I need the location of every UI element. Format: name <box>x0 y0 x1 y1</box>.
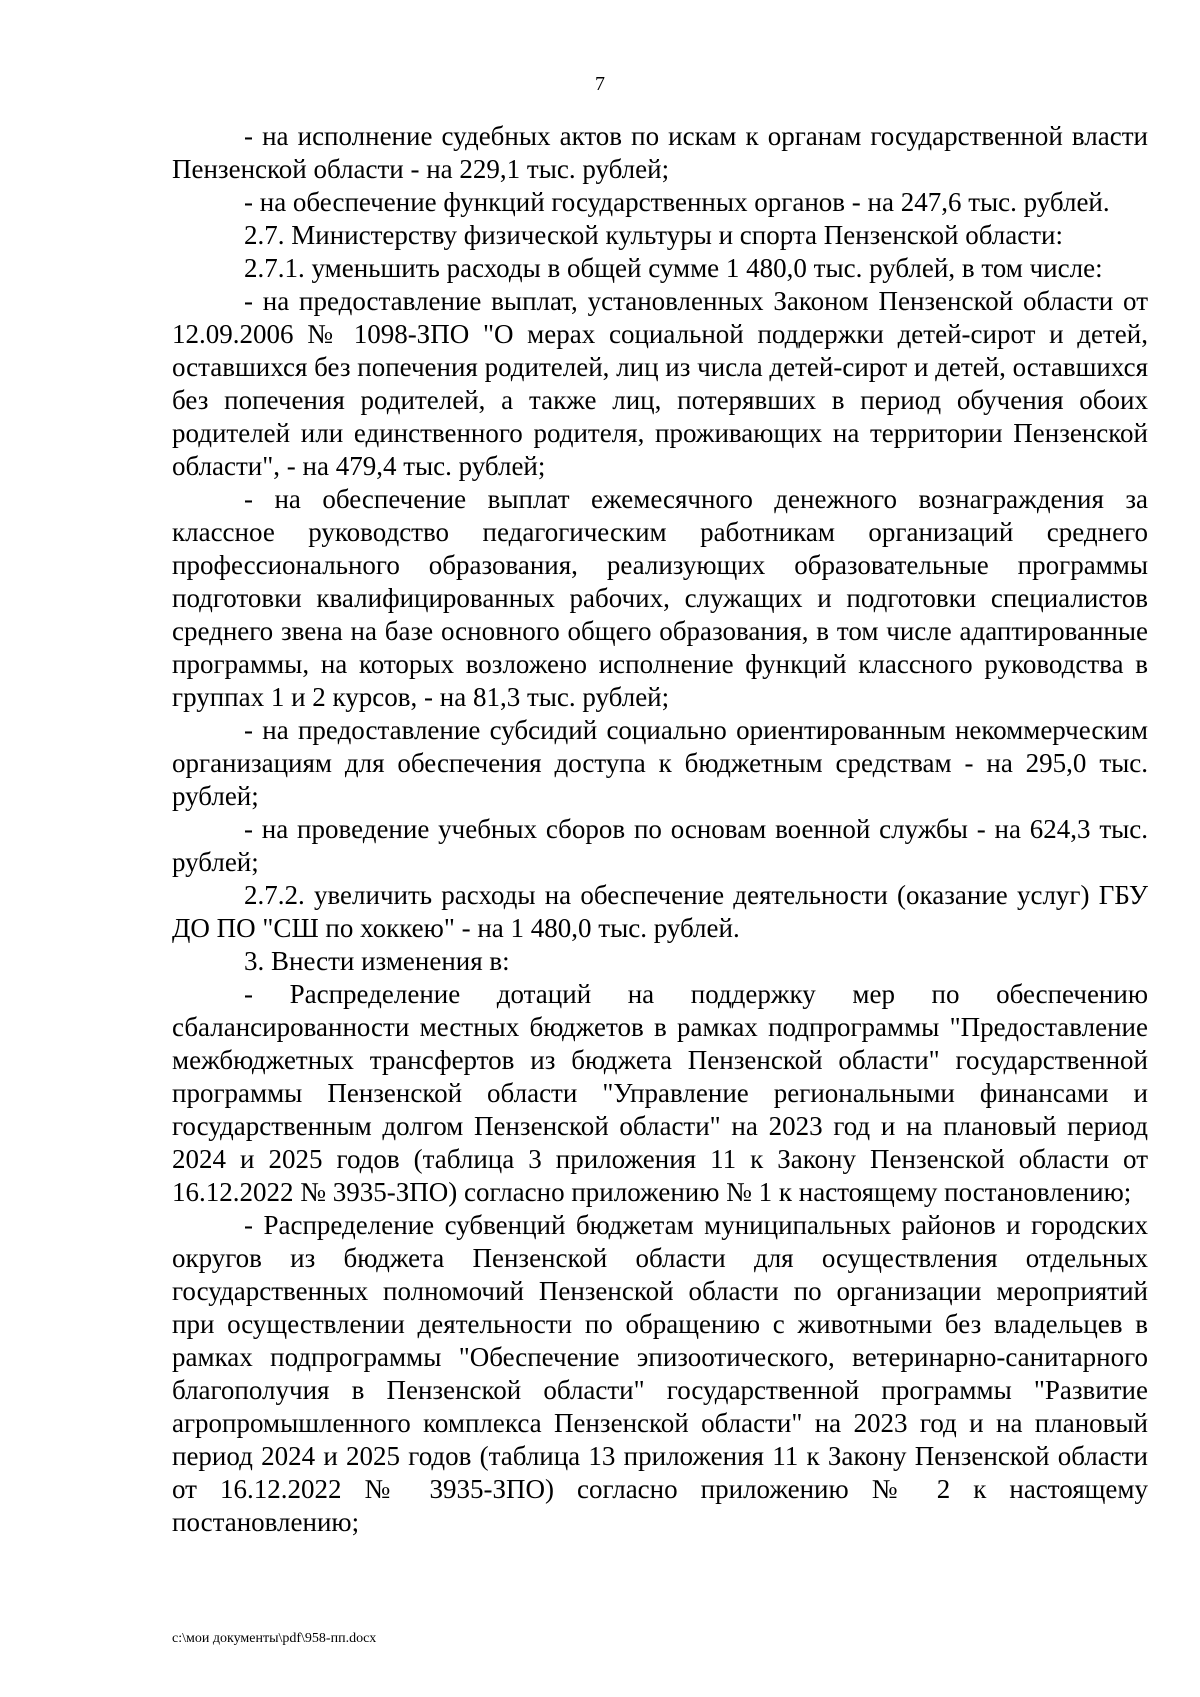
document-body <box>172 120 1148 1539</box>
paragraph-orphans-payments: - на предоставление выплат, установленных Законом Пензенской области от 12.09.2006 № 1098-ЗПО "О мерах социальной поддержки детей-сирот и детей, оставшихся без попечения родителей, лиц из числа детей-сирот и детей, оставшихся без попечения родителей, а также лиц, потерявших в период обучения обоих родителей или единственного родителя, проживающих на территории Пензенской области", - на 479,4 тыс. рублей; <box>172 286 1148 481</box>
paragraph-class-supervision: - на обеспечение выплат ежемесячного денежного вознаграждения за классное руководство педагогическим работникам организаций среднего профессионального образования, реализующих образовательные программы подготовки квалифицированных рабочих, служащих и подготовки специалистов среднего звена на базе основного общего образования, в том числе адаптированные программы, на которых возложено исполнение функций классного руководства в группах 1 и 2 курсов, - на 81,3 тыс. рублей; <box>172 484 1148 712</box>
footer-file-path: c:\мои документы\pdf\958-пп.docx <box>172 1631 377 1646</box>
paragraph-increase-expenses: 2.7.2. увеличить расходы на обеспечение деятельности (оказание услуг) ГБУ ДО ПО "СШ по хоккею" - на 1 480,0 тыс. рублей. <box>172 880 1148 943</box>
paragraph-nonprofit-subsidies: - на предоставление субсидий социально ориентированным некоммерческим организациям для обеспечения доступа к бюджетным средствам - на 295,0 тыс. рублей; <box>172 715 1148 811</box>
paragraph-amendments-heading: 3. Внести изменения в: <box>244 946 510 976</box>
paragraph-decrease-expenses: 2.7.1. уменьшить расходы в общей сумме 1 480,0 тыс. рублей, в том числе: <box>244 253 1103 283</box>
paragraph-subventions-distribution: - Распределение субвенций бюджетам муниципальных районов и городских округов из бюджета Пензенской области для осуществления отдельных государственных полномочий Пензенской области по организации мероприятий при осуществлении деятельности по обращению с животными без владельцев в рамках подпрограммы "Обеспечение эпизоотического, ветеринарно-санитарного благополучия в Пензенской области" государственной программы "Развитие агропромышленного комплекса Пензенской области" на 2023 год и на плановый период 2024 и 2025 годов (таблица 13 приложения 11 к Закону Пензенской области от 16.12.2022 № 3935-ЗПО) согласно приложению № 2 к настоящему постановлению; <box>172 1210 1148 1537</box>
paragraph-ministry-sport: 2.7. Министерству физической культуры и спорта Пензенской области: <box>244 220 1063 250</box>
paragraph-subsidies-distribution: - Распределение дотаций на поддержку мер по обеспечению сбалансированности местных бюджетов в рамках подпрограммы "Предоставление межбюджетных трансфертов из бюджета Пензенской области" государственной программы Пензенской области "Управление региональными финансами и государственным долгом Пензенской области" на 2023 год и на плановый период 2024 и 2025 годов (таблица 3 приложения 11 к Закону Пензенской области от 16.12.2022 № 3935-ЗПО) согласно приложению № 1 к настоящему постановлению; <box>172 979 1148 1207</box>
paragraph-military-training: - на проведение учебных сборов по основам военной службы - на 624,3 тыс. рублей; <box>172 814 1148 877</box>
page-number: 7 <box>595 73 605 95</box>
paragraph-court-acts: - на исполнение судебных актов по искам к органам государственной власти Пензенской области - на 229,1 тыс. рублей; <box>172 121 1148 184</box>
paragraph-state-bodies: - на обеспечение функций государственных органов - на 247,6 тыс. рублей. <box>244 187 1110 217</box>
